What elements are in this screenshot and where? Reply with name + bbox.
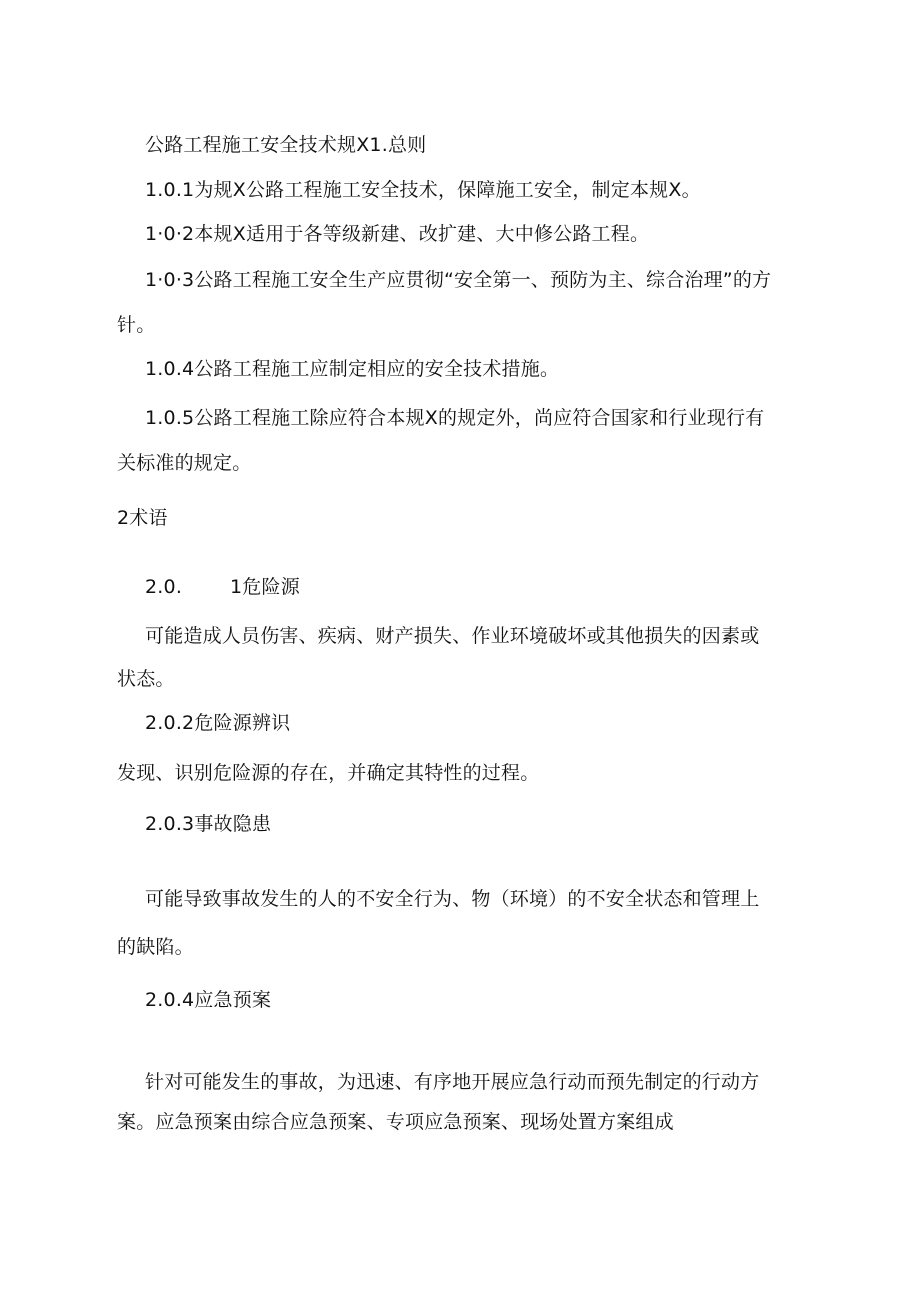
- term-2-0-4-definition-line-2: 案。应急预案由综合应急预案、专项应急预案、现场处置方案组成: [117, 1111, 674, 1133]
- clause-1-0-4: 1.0.4公路工程施工应制定相应的安全技术措施。: [145, 358, 560, 380]
- term-2-0-4-title: 2.0.4应急预案: [145, 989, 272, 1011]
- term-2-0-1-definition-line-2: 状态。: [117, 668, 175, 690]
- document-title-line: 公路工程施工安全技术规X1.总则: [145, 134, 427, 156]
- term-2-0-2-title: 2.0.2危险源辨识: [145, 712, 291, 734]
- term-2-0-1-title: 1危险源: [230, 576, 300, 598]
- term-2-0-4-definition-line-1: 针对可能发生的事故，为迅速、有序地开展应急行动而预先制定的行动方: [145, 1071, 760, 1093]
- term-2-0-1-definition-line-1: 可能造成人员伤害、疾病、财产损失、作业环境破坏或其他损失的因素或: [145, 625, 760, 647]
- clause-1-0-3-line-1: 1·0·3公路工程施工安全生产应贯彻“安全第一、预防为主、综合治理”的方: [145, 269, 772, 291]
- clause-1-0-2: 1·0·2本规X适用于各等级新建、改扩建、大中修公路工程。: [145, 223, 650, 245]
- clause-1-0-3-line-2: 针。: [117, 314, 156, 336]
- term-2-0-3-definition-line-2: 的缺陷。: [117, 936, 194, 958]
- section-heading-terms: 2术语: [117, 507, 168, 529]
- term-2-0-3-title: 2.0.3事故隐患: [145, 813, 272, 835]
- clause-1-0-1: 1.0.1为规X公路工程施工安全技术，保障施工安全，制定本规X。: [145, 179, 701, 201]
- clause-1-0-5-line-2: 关标准的规定。: [117, 452, 252, 474]
- term-2-0-3-definition-line-1: 可能导致事故发生的人的不安全行为、物（环境）的不安全状态和管理上: [145, 888, 760, 910]
- term-2-0-1-number: 2.0.: [145, 576, 183, 598]
- term-2-0-2-definition: 发现、识别危险源的存在，并确定其特性的过程。: [117, 762, 540, 784]
- clause-1-0-5-line-1: 1.0.5公路工程施工除应符合本规X的规定外，尚应符合国家和行业现行有: [145, 407, 765, 429]
